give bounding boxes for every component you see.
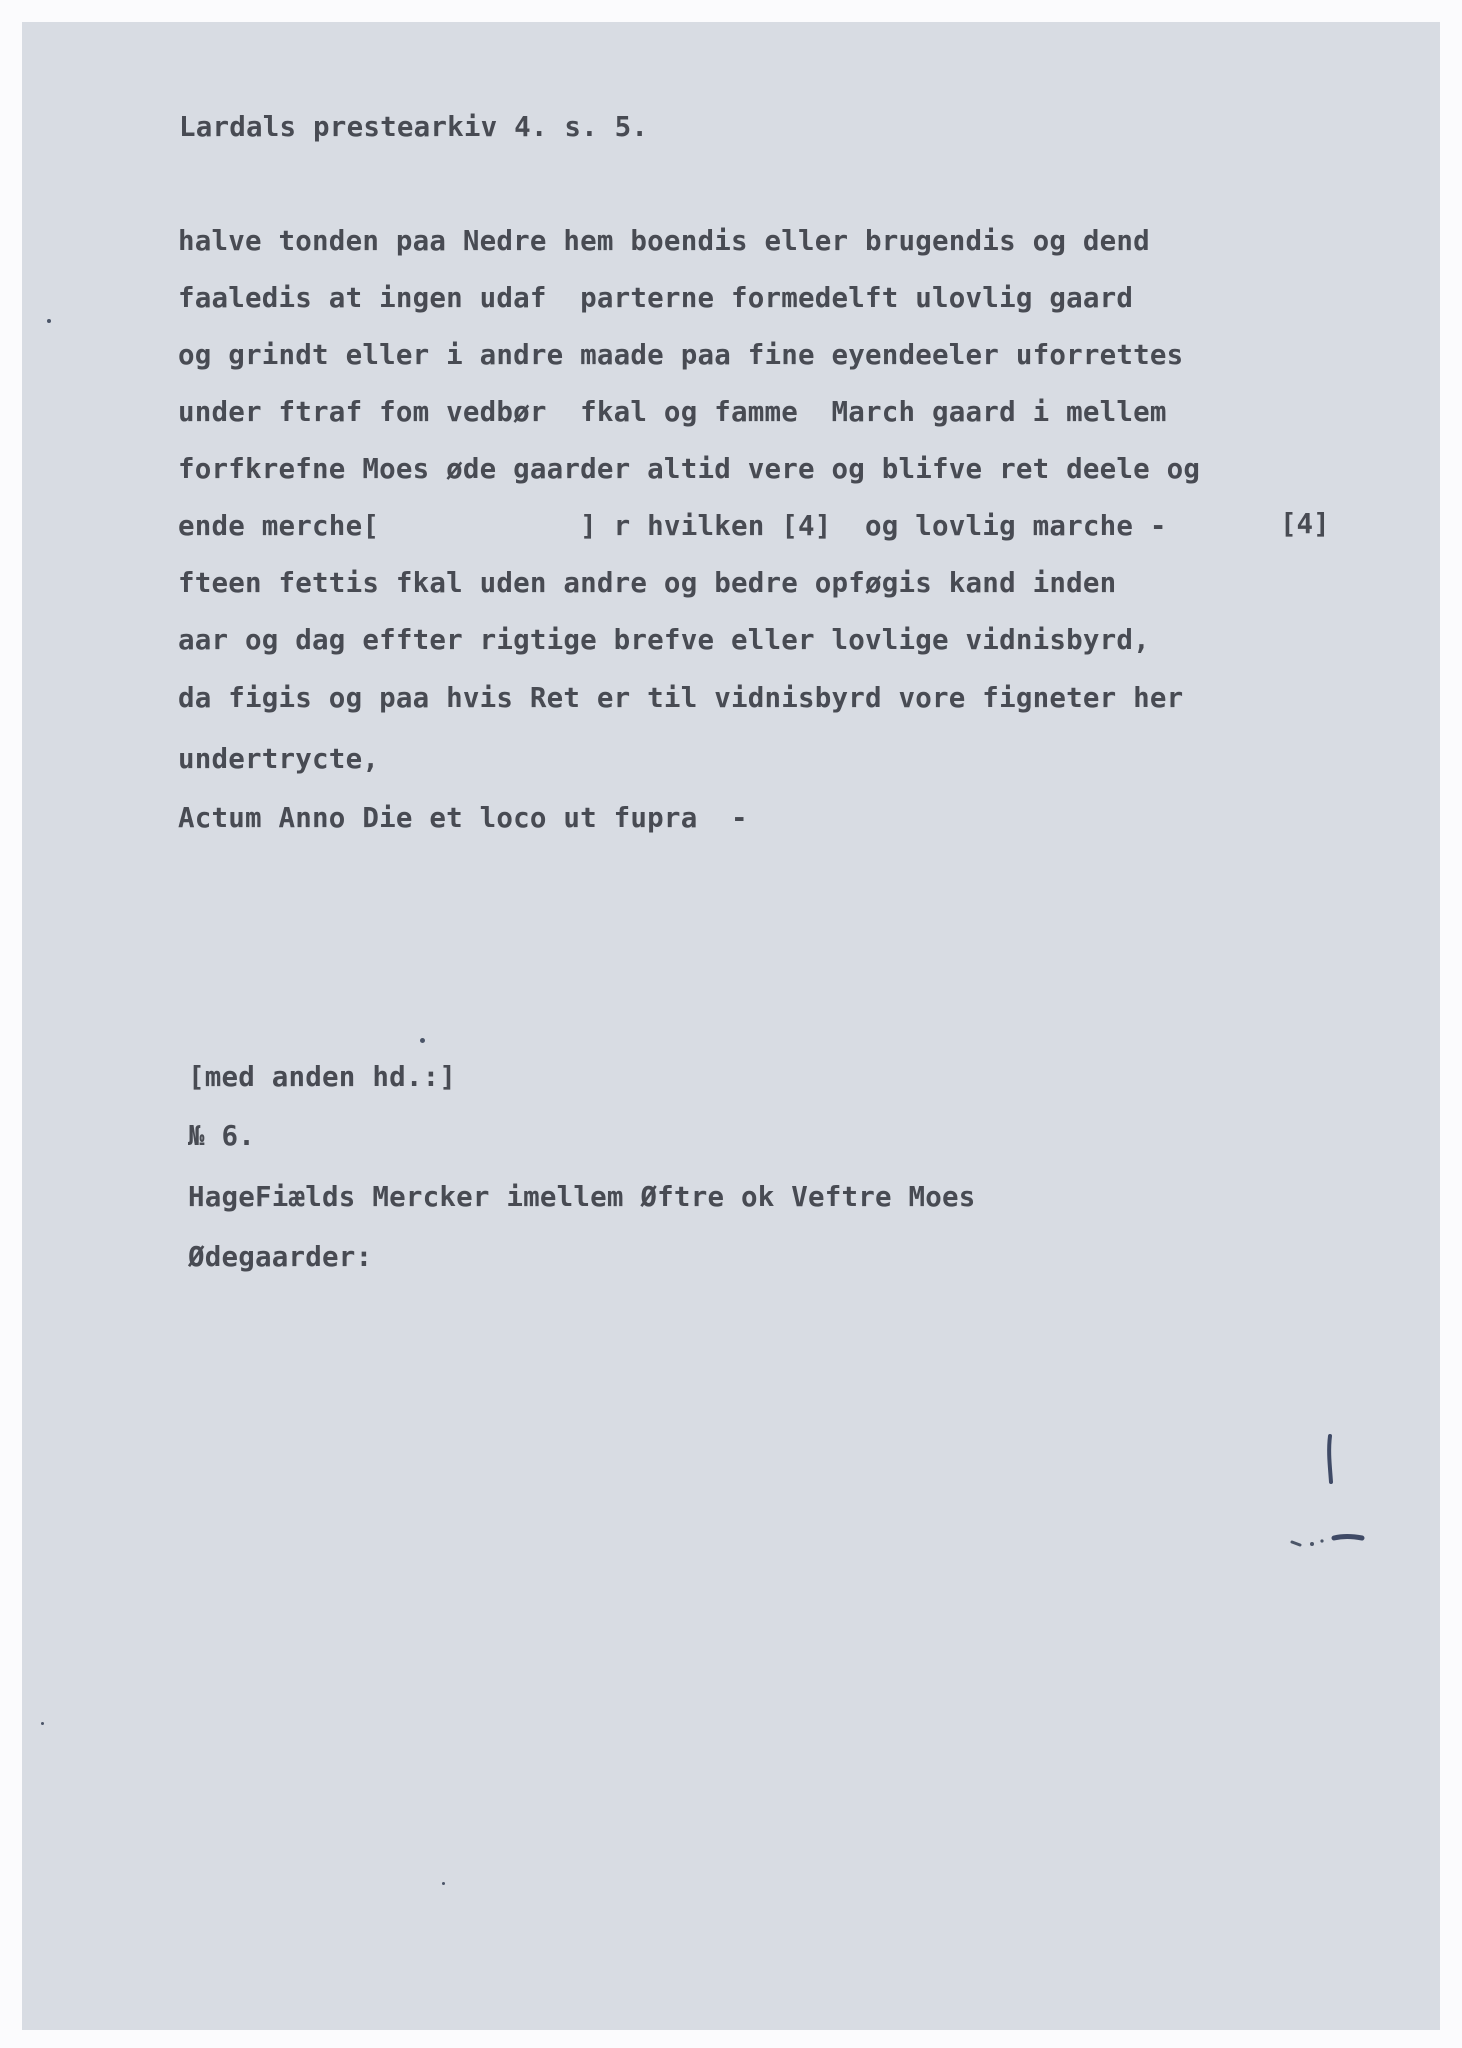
scan-speck — [41, 1722, 44, 1725]
scan-speck — [47, 319, 51, 323]
body-line-11: Actum Anno Die et loco ut fupra - — [178, 802, 748, 834]
body-line-3: og grindt eller i andre maade paa fine eyendeeler uforrettes — [178, 339, 1184, 371]
archive-reference-header: Lardals prestearkiv 4. s. 5. — [179, 111, 649, 143]
body-line-7: fteen fettis fkal uden andre og bedre opføgis kand inden — [178, 567, 1117, 599]
body-line-6: ende merche[ ] r hvilken [4] og lovlig marche - — [178, 510, 1167, 542]
body-line-9: da figis og paa hvis Ret er til vidnisbyrd vore figneter her — [178, 682, 1184, 714]
entry-number: № 6. — [188, 1120, 256, 1152]
body-line-4: under ftraf fom vedbør fkal og famme March gaard i mellem — [178, 396, 1167, 428]
entry-title-line-1: HageFiælds Mercker imellem Øftre ok Veftre Moes — [188, 1181, 976, 1213]
document-page — [22, 22, 1440, 2030]
ink-mark — [1290, 1432, 1370, 1562]
body-line-2: faaledis at ingen udaf parterne formedelft ulovlig gaard — [178, 282, 1134, 314]
body-line-1: halve tonden paa Nedre hem boendis eller brugendis og dend — [178, 225, 1150, 257]
scan-speck — [420, 1038, 425, 1043]
entry-title-line-2: Ødegaarder: — [188, 1241, 373, 1273]
scan-speck — [442, 1882, 445, 1885]
body-line-5: forfkrefne Moes øde gaarder altid vere og blifve ret deele og — [178, 453, 1201, 485]
margin-note: [4] — [1280, 508, 1330, 540]
body-line-8: aar og dag effter rigtige brefve eller lovlige vidnisbyrd, — [178, 624, 1150, 656]
body-line-10: undertrycte, — [178, 743, 380, 775]
hand-note: [med anden hd.:] — [188, 1061, 457, 1093]
